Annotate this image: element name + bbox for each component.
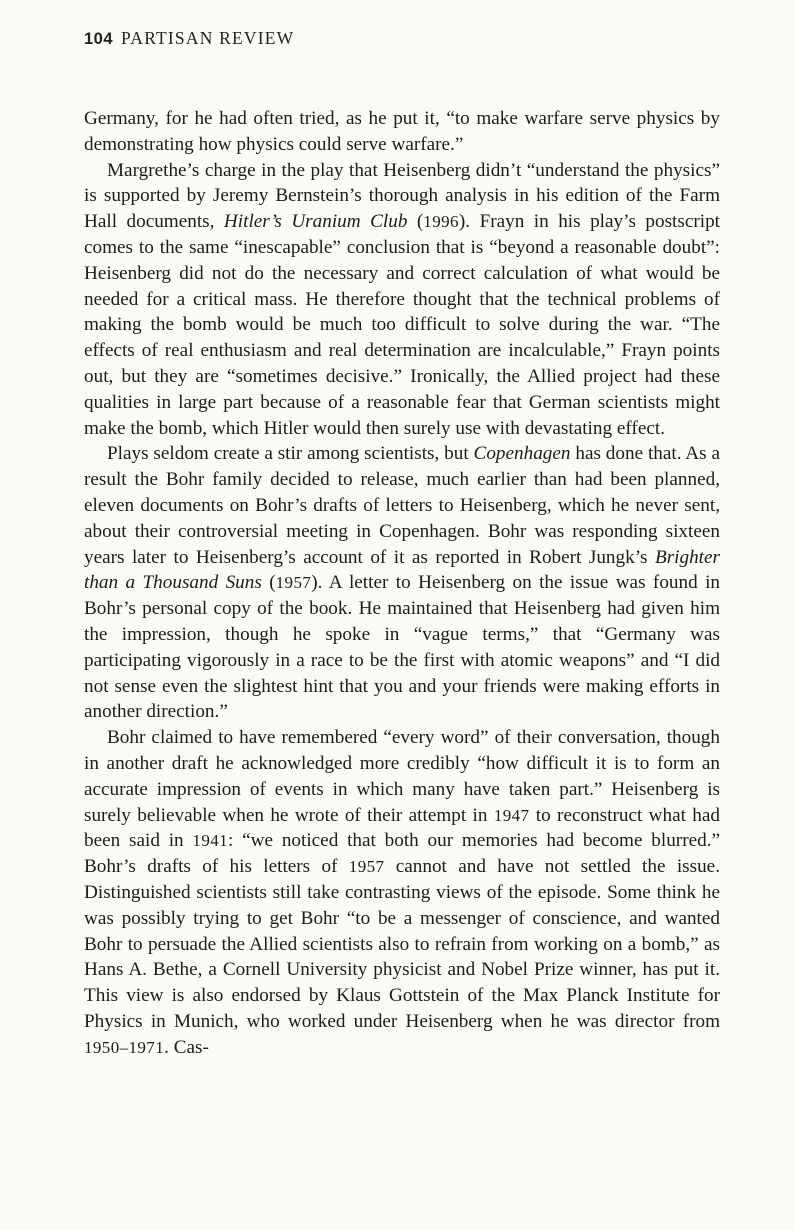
article-body: [84, 106, 720, 1060]
year: 1941: [192, 831, 229, 851]
year: 1996: [423, 212, 459, 232]
play-title: Copenhagen: [473, 443, 571, 465]
text-run: ). Frayn in his play’s postscript comes to the same “inescapable” conclusion that is “beyond a reasonable doubt”: Heisenberg did not do the necessary and correct calculation of what would be needed for a critical mass. He therefore thought that the technical problems of making the bomb would be much too difficult to solve during the war. “The effects of real enthusiasm and real determination are incalculable,” Frayn points out, but they are “sometimes decisive.” Ironically, the Allied project had these qualities in large part because of a reasonable fear that German scientists might make the bomb, which Hitler would then surely use with devastating effect.: [84, 211, 721, 439]
text-run: (: [407, 211, 424, 233]
paragraph: [84, 725, 720, 1060]
year: 1957: [348, 857, 385, 877]
text-run: Margrethe’s charge in the play that Heisenberg didn’t “understand the physics” is supported by Jeremy Bernstein’s thorough analysis in his edition of the Farm Hall documents,: [84, 159, 720, 233]
text-run: has done that. As a result the Bohr family decided to release, much earlier than had been planned, eleven documents on Bohr’s drafts of letters to Heisenberg, which he never sent, about their controversial meeting in Copenhagen. Bohr was responding sixteen years later to Heisenberg’s account of it as reported in Robert Jungk’s: [84, 443, 720, 568]
journal-title: PARTISAN REVIEW: [121, 28, 295, 48]
text-run: Plays seldom create a stir among scientists, but: [107, 443, 474, 465]
text-run: (: [261, 572, 276, 594]
paragraph: [84, 158, 720, 442]
text-run: : “we noticed that both our memories had become blurred.” Bohr’s drafts of his letters of: [84, 830, 721, 878]
text-run: cannot and have not settled the issue. Distinguished scientists still take contrasting views of the episode. Some think he was possibly trying to get Bohr “to be a messenger of conscience, and wanted Bohr to persuade the Allied scientists also to refrain from working on a bomb,” as Hans A. Bethe, a Cornell University physicist and Nobel Prize winner, has put it. This view is also endorsed by Klaus Gottstein of the Max Planck Institute for Physics in Munich, who worked under Heisenberg when he was director from: [84, 856, 720, 1032]
text-run: . Cas-: [164, 1036, 209, 1058]
year-range: 1950–1971: [84, 1037, 165, 1057]
paragraph-continued: [84, 106, 720, 158]
paragraph: [84, 441, 720, 725]
running-head: [84, 28, 294, 49]
text-run: ). A letter to Heisenberg on the issue was found in Bohr’s personal copy of the book. He maintained that Heisenberg had given him the impression, though he spoke in “vague terms,” that “Germany was participating vigorously in a race to be the first with atomic weapons” and “I did not sense even the slightest hint that you and your friends were making efforts in another direction.”: [84, 572, 721, 723]
text-run: to reconstruct what had been said in: [84, 804, 720, 852]
book-title: Hitler’s Uranium Club: [223, 211, 408, 233]
page-number: 104: [84, 30, 114, 48]
text-run: Bohr claimed to have remembered “every word” of their conversation, though in another draft he acknowledged more credibly “how difficult it is to form an accurate impression of events in which many have taken part.” Heisenberg is surely believable when he wrote of their attempt in: [84, 727, 720, 826]
year: 1947: [493, 805, 530, 825]
year: 1957: [275, 573, 312, 593]
book-title: Brighter than a Thousand Suns: [84, 546, 720, 594]
text-run: Germany, for he had often tried, as he put it, “to make warfare serve physics by demonstrating how physics could serve warfare.”: [84, 108, 720, 155]
